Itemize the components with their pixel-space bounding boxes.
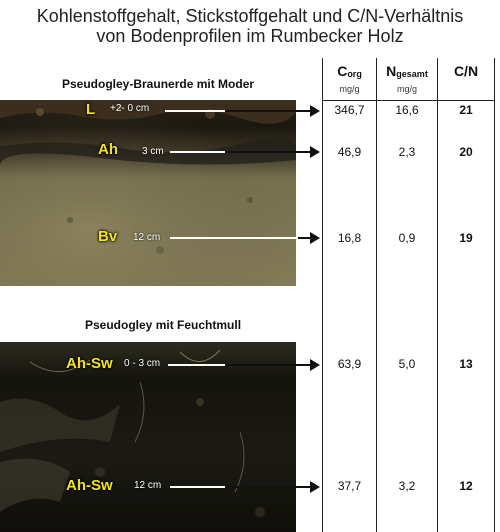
profile-2-row-2-n: 3,2 (398, 479, 416, 493)
column-header-c-org (323, 63, 376, 79)
profile-1-row-1-n: 16,6 (395, 103, 419, 117)
profile-1-arrow-2 (225, 151, 310, 153)
profile-2-depth-2: 12 cm (134, 480, 162, 491)
column-header-n-gesamt (377, 63, 437, 79)
profile-1-horizon-3: Bv (98, 228, 118, 245)
profile-2-row-2-c: 37,7 (337, 479, 362, 493)
profile-1-horizon-1: L (86, 101, 96, 118)
profile-1-row-2-c: 46,9 (337, 145, 362, 159)
profile-1-arrow-line-3 (170, 237, 298, 239)
profile-1-row-3-c: 16,8 (337, 231, 362, 245)
profile-1-row-1-c: 346,7 (334, 103, 365, 117)
profile-1-row-3-cn: 19 (459, 231, 473, 245)
column-header-n-sub: gesamt (396, 69, 428, 79)
profile-1-title: Pseudogley-Braunerde mit Moder (62, 77, 255, 91)
profile-2-row-2-cn: 12 (459, 479, 473, 493)
profile-2-row-1-c: 63,9 (337, 357, 362, 371)
profile-2-horizon-1: Ah-Sw (66, 355, 113, 372)
profile-1-arrow-line-2 (170, 151, 225, 153)
column-header-cn: C/N (453, 63, 479, 79)
column-header-c-sub: org (347, 69, 362, 79)
profile-2-row-1-n: 5,0 (398, 357, 416, 371)
profile-1-row-1-cn: 21 (459, 103, 473, 117)
figure-title (0, 6, 500, 46)
profile-1-photo (0, 100, 296, 286)
profile-2-photo (0, 342, 296, 532)
profile-1-depth-2: 3 cm (142, 146, 164, 157)
profile-1-arrow-1 (225, 110, 310, 112)
table-divider-left (322, 58, 323, 532)
table-header-rule (322, 100, 495, 101)
profile-1-row-2-cn: 20 (459, 145, 473, 159)
profile-1-arrow-line-1 (165, 110, 225, 112)
column-unit-c: mg/g (339, 84, 360, 94)
profile-1-depth-1: +2- 0 cm (110, 103, 150, 114)
column-unit-n: mg/g (396, 84, 417, 94)
table-divider-n-cn (437, 58, 438, 532)
soil-photo-2-image (0, 342, 296, 532)
profile-1-arrow-head-1 (310, 105, 320, 117)
profile-1-depth-3: 12 cm (133, 232, 161, 243)
column-header-n-main: N (386, 63, 397, 79)
profile-1-arrow-3 (298, 237, 310, 239)
profile-1-row-2-n: 2,3 (398, 145, 416, 159)
profile-2-arrow-line-1 (168, 364, 225, 366)
column-header-c-main: C (337, 63, 348, 79)
title-line-1: Kohlenstoffgehalt, Stickstoffgehalt und C/N-Verhältnis (36, 6, 464, 26)
profile-2-arrow-2 (225, 486, 310, 488)
profile-2-arrow-head-2 (310, 481, 320, 493)
soil-photo-1-image (0, 100, 296, 286)
profile-1-arrow-head-3 (310, 232, 320, 244)
profile-2-arrow-head-1 (310, 359, 320, 371)
profile-1-arrow-head-2 (310, 146, 320, 158)
table-divider-right (494, 58, 495, 532)
profile-1-horizon-2: Ah (98, 141, 118, 158)
profile-2-arrow-line-2 (170, 486, 225, 488)
profile-2-horizon-2: Ah-Sw (66, 477, 113, 494)
profile-1-row-3-n: 0,9 (398, 231, 416, 245)
title-line-2: von Bodenprofilen im Rumbecker Holz (96, 26, 404, 46)
table-divider-c-n (376, 58, 377, 532)
profile-2-depth-1: 0 - 3 cm (124, 358, 161, 369)
profile-2-arrow-1 (225, 364, 310, 366)
profile-2-title: Pseudogley mit Feuchtmull (85, 318, 242, 332)
profile-2-row-1-cn: 13 (459, 357, 473, 371)
